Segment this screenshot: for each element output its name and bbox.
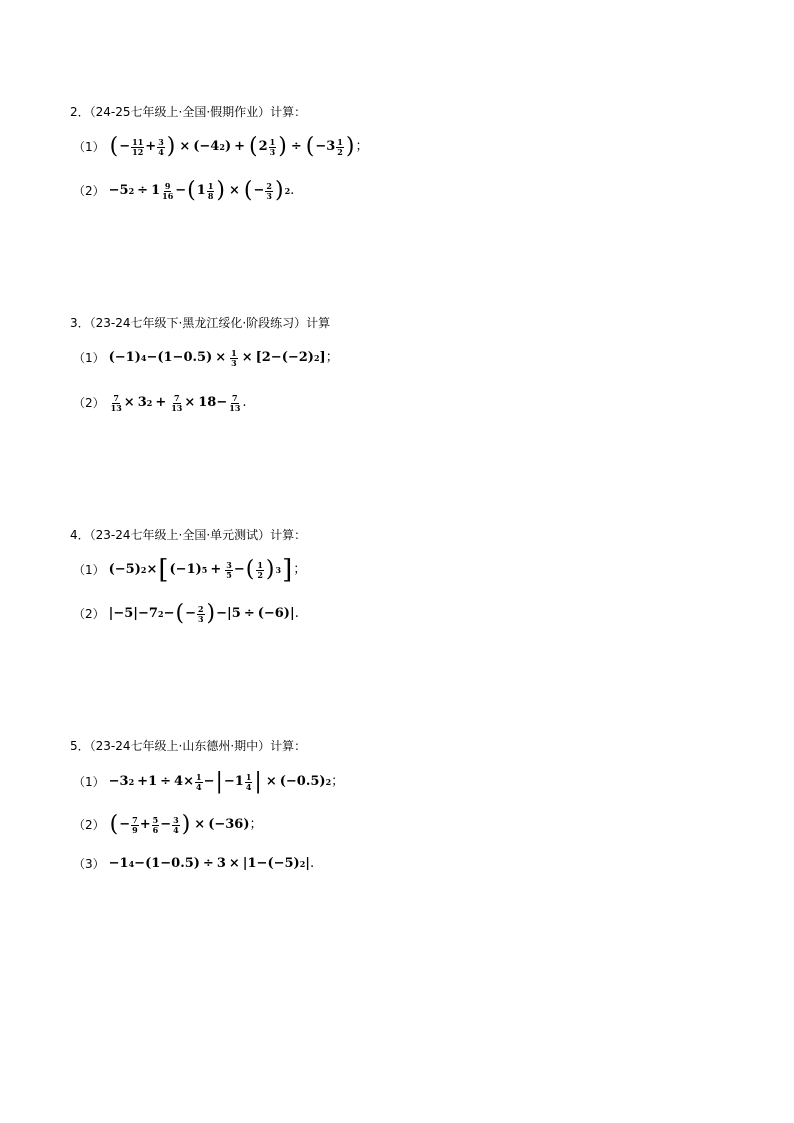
part-tail: . <box>290 183 295 198</box>
part-label: （3） <box>73 857 105 871</box>
question-2-part-2 <box>73 178 294 204</box>
part-label: （1） <box>73 351 105 365</box>
math-expression: −5 2 ÷ 1 $\frac{9}{16}$ − ( 1 $\frac{1}{8}$ ) × ( − $\frac{2}{3}$ ) 2 <box>108 178 291 203</box>
question-3-part-2 <box>73 390 247 416</box>
part-tail: ； <box>355 139 369 154</box>
question-5-header: 5．（23-24七年级上·山东德州·期中）计算： <box>70 739 307 753</box>
math-expression: (−1) 4 −(1−0.5) × $\frac{1}{3}$ × [2−(−2) 2 ] <box>108 347 326 368</box>
part-label: （2） <box>73 607 105 621</box>
part-tail: ； <box>325 350 339 365</box>
math-expression: −1 4 −(1−0.5) ÷ 3 × |1−(−5) 2 | <box>108 856 311 871</box>
part-label: （2） <box>73 184 105 198</box>
math-expression: |−5|−7 2 − ( − $\frac{2}{3}$ ) −|5 ÷ (−6)| <box>108 601 295 626</box>
math-expression: −3 2 +1 ÷ 4× $\frac{1}{4}$ − | −1 $\frac{1}{4}$ | × (−0.5) 2 <box>108 769 332 794</box>
question-3-header: 3．（23-24七年级下·黑龙江绥化·阶段练习）计算 <box>70 316 331 330</box>
math-expression: $\frac{7}{13}$ × 3 2 + $\frac{7}{13}$ × 18− $\frac{7}{13}$ <box>110 392 241 413</box>
part-label: （1） <box>73 563 105 577</box>
part-tail: . <box>242 395 247 410</box>
part-label: （1） <box>73 775 105 789</box>
question-5-part-3 <box>73 851 314 877</box>
question-3-part-1 <box>73 345 339 371</box>
question-4-part-2 <box>73 601 299 627</box>
question-2-part-1 <box>73 134 368 160</box>
question-4-header: 4．（23-24七年级上·全国·单元测试）计算： <box>70 528 307 542</box>
part-label: （2） <box>73 818 105 832</box>
question-2-header: 2．（24-25七年级上·全国·假期作业）计算： <box>70 105 307 119</box>
part-label: （1） <box>73 140 105 154</box>
math-expression: ( − $\frac{11}{12}$ + $\frac{3}{4}$ ) × (−4 2 ) + ( 2 $\frac{1}{3}$ ) ÷ ( −3 $\frac{1}{2}$ ) <box>109 134 355 159</box>
math-expression: ( − $\frac{7}{9}$ + $\frac{5}{6}$ − $\frac{3}{4}$ ) × (−36) <box>109 812 250 837</box>
part-label: （2） <box>73 396 105 410</box>
question-4-part-1 <box>73 557 306 583</box>
part-tail: ； <box>331 774 345 789</box>
part-tail: ； <box>249 817 263 832</box>
question-5-part-1 <box>73 769 344 795</box>
part-tail: . <box>294 606 299 621</box>
math-expression: (−5) 2 × [ (−1) 5 + $\frac{3}{5}$ − ( $\frac{1}{2}$ ) 3 ] <box>108 555 293 585</box>
part-tail: ； <box>293 562 307 577</box>
question-5-part-2 <box>73 812 263 838</box>
part-tail: . <box>310 856 315 871</box>
